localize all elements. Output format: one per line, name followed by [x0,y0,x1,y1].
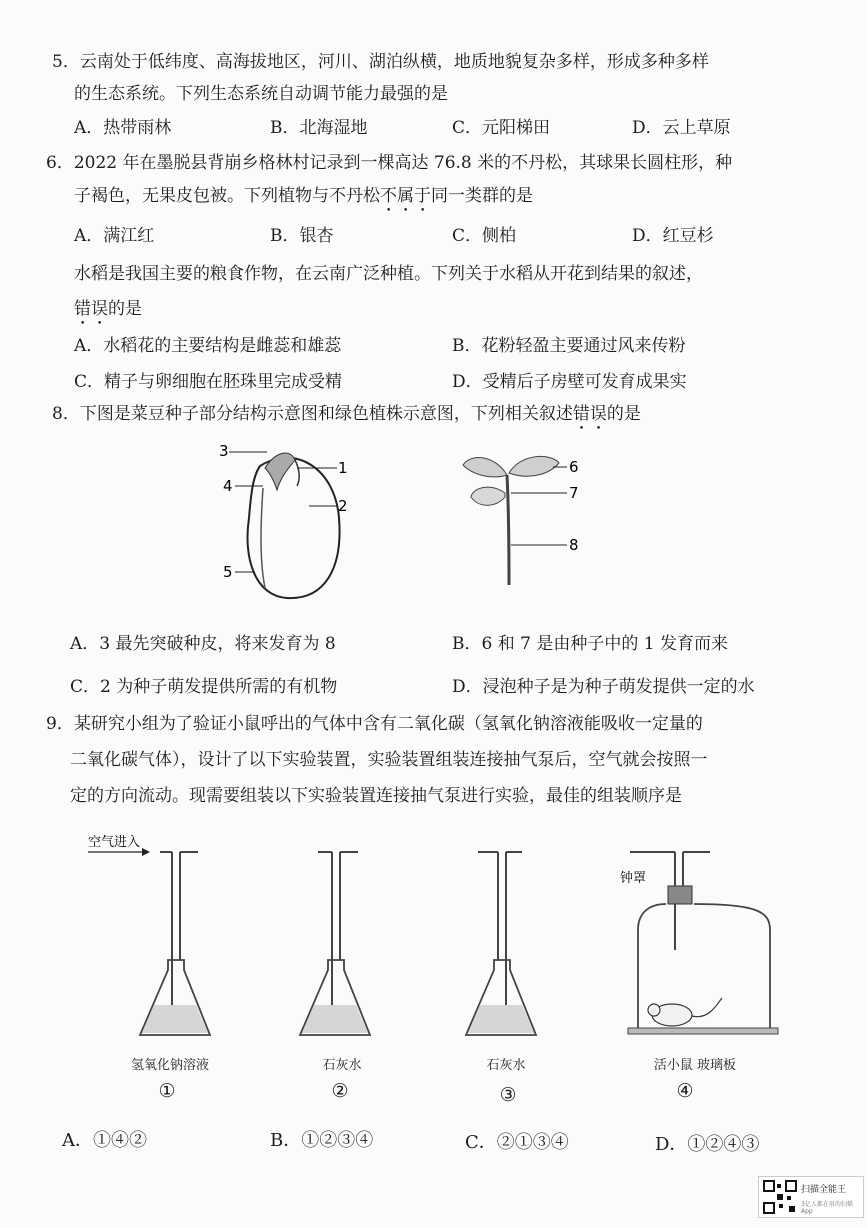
q5-option-d: D．云上草原 [632,118,731,138]
q8-option-a: A．3 最先突破种皮，将来发育为 8 [70,634,336,654]
q8-option-c: C．2 为种子萌发提供所需的有机物 [70,677,338,697]
q9-stem-line2: 二氧化碳气体），设计了以下实验装置，实验装置组装连接抽气泵后，空气就会按照一 [70,750,708,770]
q6-stem-line1: 6．2022 年在墨脱县背崩乡格林村记录到一棵高达 76.8 米的不丹松，其球果长圆柱形，种 [46,153,733,173]
caption-2: 石灰水 [322,1058,362,1073]
q7-option-a: A．水稻花的主要结构是雌蕊和雄蕊 [74,336,342,356]
seedling-diagram [455,445,605,595]
number-3: ③ [499,1084,517,1106]
q5-option-b: B．北海湿地 [270,118,368,138]
q6-option-b: B．银杏 [270,226,334,246]
q7-option-d: D．受精后子房壁可发育成果实 [452,372,687,392]
q7-stem-line2 [74,297,142,329]
q8-stem-text-end: 的是 [606,404,641,424]
q9-option-b: B．①②③④ [270,1130,374,1151]
q7-stem-text-end: 的是 [108,299,142,319]
q6-stem-text: 子褐色，无果皮包被。下列植物与不丹松 [74,186,380,206]
q6-stem-text-end: 同一类群的是 [431,186,533,206]
air-in-label: 空气进入 [88,835,141,850]
q9-option-d: D．①②④③ [655,1134,760,1155]
apparatus-diagram [60,830,800,1050]
q7-stem-line1: 水稻是我国主要的粮食作物，在云南广泛种植。下列关于水稻从开花到结果的叙述， [74,264,703,284]
number-2: ② [331,1080,349,1102]
plant-label-6: 6 [569,458,579,476]
q6-option-d: D．红豆杉 [632,226,714,246]
q8-option-d: D．浸泡种子是为种子萌发提供一定的水 [452,677,755,697]
q7-emphasis: 错误 [74,299,108,319]
flask-3 [466,852,536,1035]
q8-stem-line1 [52,402,641,434]
q8-option-b: B．6 和 7 是由种子中的 1 发育而来 [452,634,728,654]
number-4: ④ [676,1080,694,1102]
bean-seed-diagram [215,438,365,608]
q9-option-a: A．①④② [62,1130,147,1151]
plant-label-8: 8 [569,536,579,554]
flask-1 [140,852,210,1035]
caption-1: 氢氧化钠溶液 [130,1058,209,1073]
q8-emphasis: 错误 [572,404,607,424]
caption-4: 活小鼠 玻璃板 [653,1058,737,1073]
q6-stem-line2 [74,184,533,216]
q7-option-b: B．花粉轻盈主要通过风来传粉 [452,336,686,356]
q5-stem-line1: 5．云南处于低纬度、高海拔地区，河川、湖泊纵横，地质地貌复杂多样，形成多种多样 [52,52,709,72]
scanner-tagline: 3亿人都在用的扫描App [801,1201,853,1215]
plant-label-7: 7 [569,484,579,502]
q8-stem-text: 8．下图是菜豆种子部分结构示意图和绿色植株示意图，下列相关叙述 [52,404,573,424]
q7-option-c: C．精子与卵细胞在胚珠里完成受精 [74,372,343,392]
flask-2 [300,852,370,1035]
bell-jar [620,852,778,1034]
scanner-brand: 扫描全能王 [801,1185,847,1195]
q5-stem-line2: 的生态系统。下列生态系统自动调节能力最强的是 [74,84,448,104]
q9-stem-line3: 定的方向流动。现需要组装以下实验装置连接抽气泵进行实验，最佳的组装顺序是 [70,786,682,806]
scanner-watermark [758,1176,864,1218]
q6-emphasis: 不属于 [380,186,431,206]
number-1: ① [158,1080,176,1102]
seed-label-5: 5 [223,563,233,581]
seed-label-2: 2 [338,497,348,515]
seed-label-3: 3 [219,442,229,460]
q5-option-c: C．元阳梯田 [452,118,551,138]
q9-stem-line1: 9．某研究小组为了验证小鼠呼出的气体中含有二氧化碳（氢氧化钠溶液能吸收一定量的 [46,714,703,734]
seed-label-4: 4 [223,477,233,495]
q6-option-a: A．满江红 [74,226,155,246]
bell-jar-label: 钟罩 [620,871,647,886]
q9-option-c: C．②①③④ [465,1132,569,1153]
seed-label-1: 1 [338,459,348,477]
q6-option-c: C．侧柏 [452,226,517,246]
qr-code-icon [763,1180,797,1214]
caption-3: 石灰水 [486,1058,526,1073]
q5-option-a: A．热带雨林 [74,118,172,138]
